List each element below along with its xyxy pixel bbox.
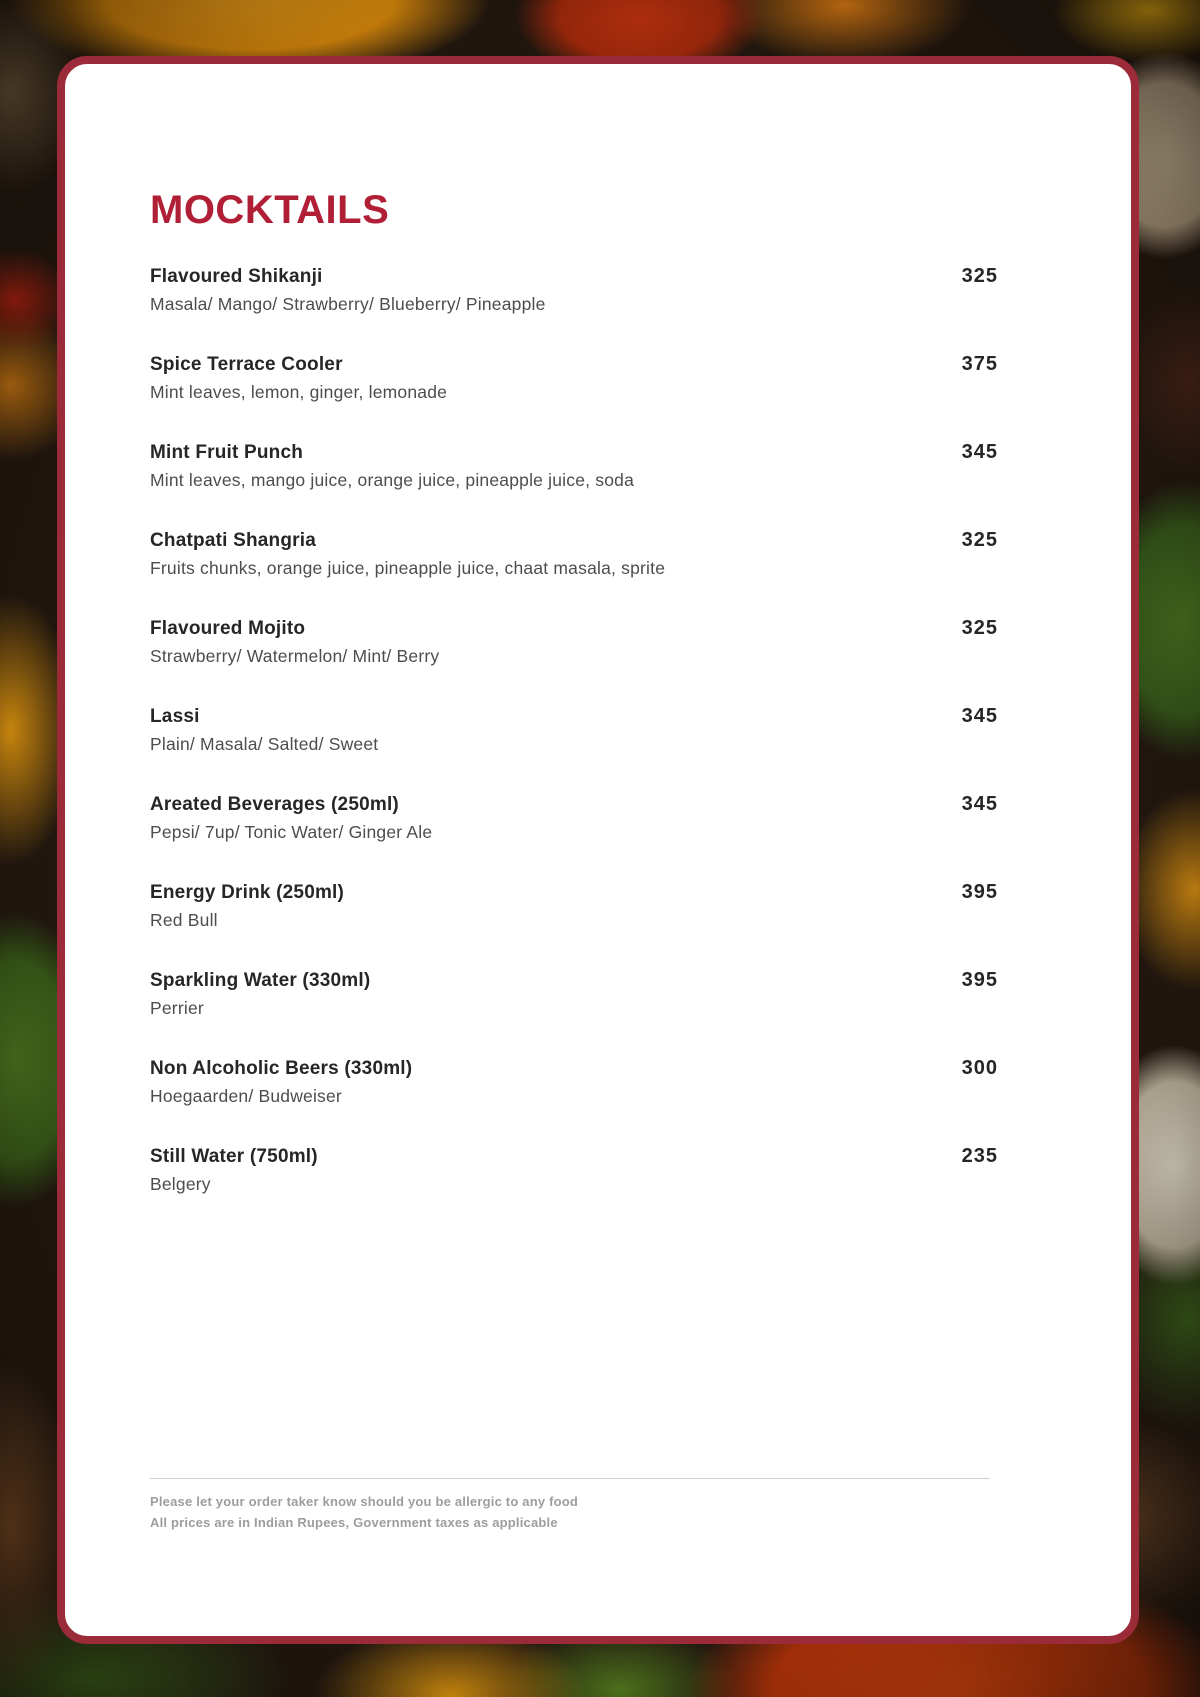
menu-item-name: Chatpati Shangria (150, 530, 316, 551)
menu-item-description: Red Bull (150, 910, 218, 930)
pricing-notice: All prices are in Indian Rupees, Government taxes as applicable (150, 1515, 558, 1530)
menu-item (150, 1055, 998, 1110)
menu-item-name: Flavoured Shikanji (150, 266, 323, 287)
menu-item-price: 235 (961, 1145, 998, 1167)
menu-item (150, 439, 998, 494)
menu-item-name: Flavoured Mojito (150, 618, 306, 639)
menu-item-name: Areated Beverages (250ml) (150, 794, 399, 815)
menu-item-header (150, 1055, 998, 1082)
menu-item-header (150, 879, 998, 906)
menu-item-description: Belgery (150, 1174, 211, 1194)
menu-item-description: Strawberry/ Watermelon/ Mint/ Berry (150, 646, 440, 666)
menu-section-title: MOCKTAILS (150, 188, 390, 232)
menu-item-price: 345 (961, 705, 998, 727)
menu-item-description: Perrier (150, 998, 204, 1018)
menu-item-name: Lassi (150, 706, 200, 727)
menu-item-price: 345 (961, 793, 998, 815)
menu-item-description: Pepsi/ 7up/ Tonic Water/ Ginger Ale (150, 822, 433, 842)
menu-item-header (150, 703, 998, 730)
menu-item-name: Sparkling Water (330ml) (150, 970, 371, 991)
menu-item (150, 615, 998, 670)
menu-item-header (150, 263, 998, 290)
menu-item-description: Masala/ Mango/ Strawberry/ Blueberry/ Pineapple (150, 294, 546, 314)
menu-item-header (150, 527, 998, 554)
menu-item (150, 351, 998, 406)
menu-item (150, 1143, 998, 1198)
menu-item (150, 263, 998, 318)
menu-item (150, 967, 998, 1022)
menu-item-price: 345 (961, 441, 998, 463)
menu-item (150, 527, 998, 582)
menu-footer (150, 1478, 990, 1533)
menu-item-name: Energy Drink (250ml) (150, 882, 345, 903)
menu-item-price: 375 (961, 353, 998, 375)
menu-item (150, 703, 998, 758)
menu-item-price: 325 (961, 529, 998, 551)
menu-item-header (150, 615, 998, 642)
menu-item-header (150, 791, 998, 818)
menu-item (150, 791, 998, 846)
menu-item-header (150, 351, 998, 378)
menu-item-header (150, 1143, 998, 1170)
menu-item-price: 325 (961, 617, 998, 639)
menu-item-description: Hoegaarden/ Budweiser (150, 1086, 342, 1106)
menu-content (150, 186, 998, 1198)
menu-item-header (150, 967, 998, 994)
menu-item-description: Mint leaves, lemon, ginger, lemonade (150, 382, 448, 402)
menu-item-name: Mint Fruit Punch (150, 442, 304, 463)
menu-item-price: 300 (961, 1057, 998, 1079)
menu-item-name: Non Alcoholic Beers (330ml) (150, 1058, 413, 1079)
menu-card (57, 56, 1139, 1644)
menu-item-description: Plain/ Masala/ Salted/ Sweet (150, 734, 379, 754)
menu-item-list (150, 263, 998, 1198)
menu-item (150, 879, 998, 934)
menu-item-name: Spice Terrace Cooler (150, 354, 343, 375)
menu-item-price: 325 (961, 265, 998, 287)
menu-item-header (150, 439, 998, 466)
menu-item-name: Still Water (750ml) (150, 1146, 318, 1167)
allergy-notice: Please let your order taker know should you be allergic to any food (150, 1494, 579, 1509)
menu-item-description: Fruits chunks, orange juice, pineapple juice, chaat masala, sprite (150, 558, 666, 578)
menu-item-price: 395 (961, 881, 998, 903)
menu-item-price: 395 (961, 969, 998, 991)
menu-item-description: Mint leaves, mango juice, orange juice, pineapple juice, soda (150, 470, 635, 490)
